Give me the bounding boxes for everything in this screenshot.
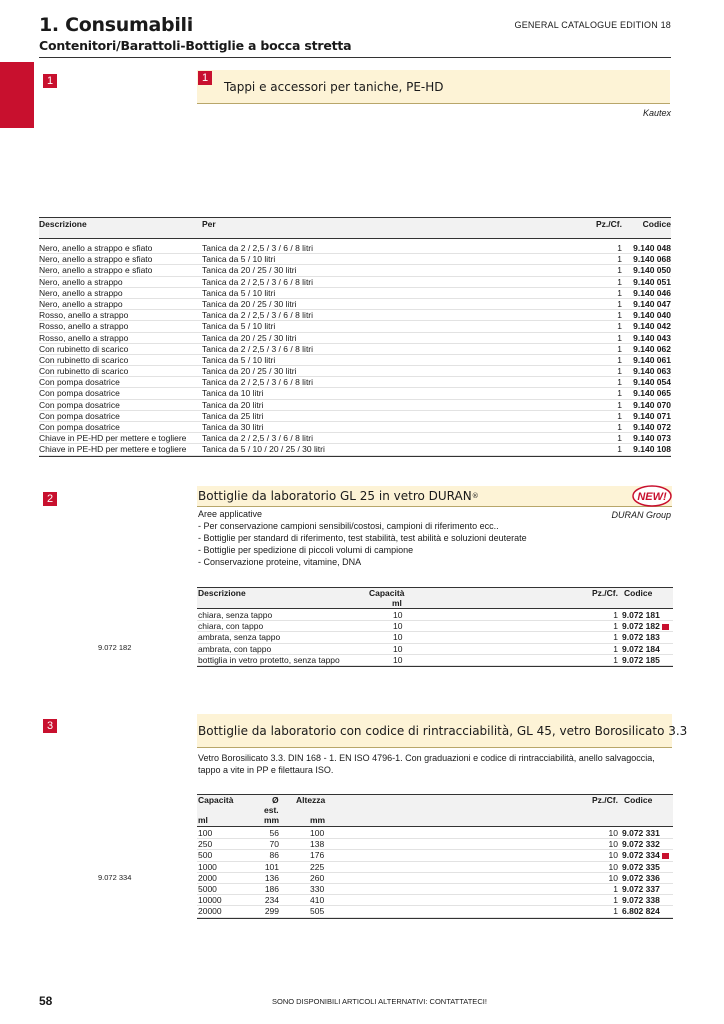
cell-pz-cf: 1 bbox=[617, 321, 622, 332]
table-end-rule bbox=[197, 666, 673, 667]
table-row bbox=[197, 873, 673, 884]
cell-pz-cf: 10 bbox=[608, 839, 618, 850]
cell-descrizione: chiara, senza tappo bbox=[198, 610, 273, 620]
col-descrizione: Descrizione bbox=[198, 588, 246, 598]
table-row bbox=[39, 333, 671, 344]
codice-text: 9.072 338 bbox=[622, 895, 660, 906]
cell-pz-cf: 1 bbox=[617, 298, 622, 309]
cell-codice: 9.140 073 bbox=[633, 433, 671, 444]
table-row bbox=[39, 444, 671, 455]
cell-capacita: 10 bbox=[393, 654, 403, 665]
cell-codice: 9.140 063 bbox=[633, 366, 671, 377]
table-row bbox=[197, 610, 673, 621]
cell-pz-cf: 1 bbox=[617, 433, 622, 444]
table-end-rule bbox=[39, 456, 671, 457]
table-row bbox=[39, 265, 671, 276]
cell-diameter: 86 bbox=[269, 850, 279, 861]
table-row bbox=[39, 277, 671, 288]
cell-pz-cf: 1 bbox=[617, 265, 622, 276]
table-row bbox=[197, 632, 673, 643]
new-badge-text: NEW! bbox=[637, 491, 667, 503]
cell-per: Tanica da 2 / 2,5 / 3 / 6 / 8 litri bbox=[202, 310, 314, 321]
cell-pz-cf: 10 bbox=[608, 872, 618, 883]
image-ref-marker bbox=[662, 624, 669, 630]
cell-diameter: 70 bbox=[269, 839, 279, 850]
cell-descrizione: Con pompa dosatrice bbox=[39, 422, 120, 432]
table-row bbox=[39, 299, 671, 310]
section-1-header bbox=[197, 70, 670, 104]
bullet-item: - Bottiglie per spedizione di piccoli volumi di campione bbox=[198, 545, 414, 555]
col-per: Per bbox=[202, 219, 216, 229]
codice-text: 9.072 183 bbox=[622, 632, 660, 643]
table-row bbox=[197, 906, 673, 917]
cell-per: Tanica da 20 / 25 / 30 litri bbox=[202, 265, 297, 276]
image-ref-marker bbox=[662, 853, 669, 859]
desc-line: Vetro Borosilicato 3.3. DIN 168 - 1. EN ISO 4796-1. Con graduazioni e codice di rintracciabilità, anello salvagoccia, bbox=[198, 753, 655, 763]
cell-descrizione: Con pompa dosatrice bbox=[39, 399, 120, 410]
section-3-image-ref: 9.072 334 bbox=[98, 873, 132, 882]
cell-codice: 9.140 068 bbox=[633, 254, 671, 265]
cell-codice: 9.140 047 bbox=[633, 298, 671, 309]
cell-altezza: 100 bbox=[310, 828, 325, 838]
table-body bbox=[39, 243, 671, 456]
cell-per: Tanica da 20 / 25 / 30 litri bbox=[202, 366, 297, 377]
codice-text: 9.072 337 bbox=[622, 883, 660, 894]
table-row bbox=[197, 839, 673, 850]
section-2-header bbox=[197, 486, 672, 507]
cell-pz-cf: 1 bbox=[617, 343, 622, 354]
cell-codice bbox=[622, 862, 660, 872]
cell-codice: 9.140 065 bbox=[633, 388, 671, 399]
header-rule bbox=[39, 57, 671, 58]
section-3-desc bbox=[198, 752, 655, 776]
cell-capacita: 10 bbox=[393, 632, 403, 643]
col-diameter: Ø bbox=[272, 795, 279, 805]
cell-codice bbox=[622, 621, 669, 631]
cell-pz-cf: 1 bbox=[617, 388, 622, 399]
cell-capacita: 100 bbox=[198, 828, 213, 838]
cell-descrizione: Con rubinetto di scarico bbox=[39, 343, 129, 354]
cell-descrizione: ambrata, senza tappo bbox=[198, 632, 281, 643]
page-number: 58 bbox=[39, 994, 53, 1008]
table-row bbox=[39, 388, 671, 399]
section-1-title: Tappi e accessori per taniche, PE-HD bbox=[224, 79, 444, 94]
codice-text: 9.072 335 bbox=[622, 861, 660, 872]
cell-altezza: 505 bbox=[310, 906, 325, 917]
cell-descrizione: Rosso, anello a strappo bbox=[39, 332, 129, 343]
table-body bbox=[197, 828, 673, 918]
table-row bbox=[197, 644, 673, 655]
table-row bbox=[39, 366, 671, 377]
codice-text: 9.072 182 bbox=[622, 621, 660, 632]
codice-text: 6.802 824 bbox=[622, 906, 660, 917]
cell-codice: 9.140 072 bbox=[633, 422, 671, 432]
table-row bbox=[39, 288, 671, 299]
cell-codice: 9.140 050 bbox=[633, 265, 671, 276]
cell-descrizione: Nero, anello a strappo bbox=[39, 276, 123, 287]
catalogue-edition: GENERAL CATALOGUE EDITION 18 bbox=[514, 20, 671, 30]
desc-line: tappo a vite in PP e filettaura ISO. bbox=[198, 765, 334, 775]
cell-altezza: 176 bbox=[310, 850, 325, 861]
section-1-table bbox=[39, 217, 671, 457]
cell-pz-cf: 1 bbox=[613, 895, 618, 906]
cell-codice: 9.140 046 bbox=[633, 287, 671, 298]
cell-pz-cf: 1 bbox=[613, 610, 618, 620]
table-row bbox=[197, 850, 673, 861]
cell-codice bbox=[622, 884, 660, 894]
cell-codice: 9.140 062 bbox=[633, 343, 671, 354]
cell-diameter: 299 bbox=[264, 906, 279, 917]
cell-descrizione: bottiglia in vetro protetto, senza tappo bbox=[198, 654, 340, 665]
cell-per: Tanica da 2 / 2,5 / 3 / 6 / 8 litri bbox=[202, 343, 314, 354]
section-1-number-left: 1 bbox=[43, 74, 57, 88]
cell-pz-cf: 1 bbox=[617, 422, 622, 432]
cell-per: Tanica da 5 / 10 litri bbox=[202, 321, 276, 332]
col-capacita: Capacità bbox=[369, 588, 405, 598]
cell-codice: 9.140 108 bbox=[633, 444, 671, 455]
cell-codice: 9.140 051 bbox=[633, 276, 671, 287]
cell-pz-cf: 1 bbox=[617, 254, 622, 265]
table-row bbox=[39, 344, 671, 355]
unit-mm-diameter: mm bbox=[264, 815, 280, 825]
chapter-tab bbox=[0, 62, 34, 128]
cell-pz-cf: 1 bbox=[617, 444, 622, 455]
section-2-number-left: 2 bbox=[43, 492, 57, 506]
table-row bbox=[39, 377, 671, 388]
table-row bbox=[197, 655, 673, 666]
table-row bbox=[197, 884, 673, 895]
cell-codice: 9.140 071 bbox=[633, 410, 671, 421]
cell-capacita: 500 bbox=[198, 850, 213, 861]
cell-descrizione: Con rubinetto di scarico bbox=[39, 366, 129, 377]
codice-text: 9.072 184 bbox=[622, 643, 660, 654]
table-row bbox=[39, 400, 671, 411]
cell-per: Tanica da 5 / 10 litri bbox=[202, 354, 276, 365]
cell-diameter: 234 bbox=[264, 895, 279, 906]
cell-pz-cf: 1 bbox=[617, 310, 622, 321]
unit-mm-height: mm bbox=[310, 815, 326, 825]
col-codice: Codice bbox=[624, 795, 653, 805]
cell-altezza: 225 bbox=[310, 861, 325, 872]
section-2-image-ref: 9.072 182 bbox=[98, 643, 132, 652]
cell-capacita: 250 bbox=[198, 839, 213, 850]
section-1-maker: Kautex bbox=[642, 108, 671, 118]
bullet-item: - Conservazione proteine, vitamine, DNA bbox=[198, 557, 362, 567]
table-body bbox=[197, 610, 673, 666]
cell-descrizione: Rosso, anello a strappo bbox=[39, 310, 129, 321]
section-3-title: Bottiglie da laboratorio con codice di rintracciabilità, GL 45, vetro Borosilicato 3.3 bbox=[198, 723, 688, 738]
cell-descrizione: Nero, anello a strappo bbox=[39, 287, 123, 298]
section-2-bullets bbox=[198, 520, 527, 568]
codice-text: 9.072 332 bbox=[622, 839, 660, 850]
cell-descrizione: Nero, anello a strappo bbox=[39, 298, 123, 309]
cell-descrizione: Nero, anello a strappo e sfiato bbox=[39, 265, 153, 276]
table-row bbox=[197, 895, 673, 906]
col-pz-cf: Pz./Cf. bbox=[592, 588, 618, 598]
col-pz-cf: Pz./Cf. bbox=[592, 795, 618, 805]
cell-per: Tanica da 20 litri bbox=[202, 399, 264, 410]
cell-capacita: 5000 bbox=[198, 883, 217, 894]
codice-text: 9.072 334 bbox=[622, 850, 660, 861]
cell-per: Tanica da 30 litri bbox=[202, 422, 264, 432]
page-title: 1. Consumabili bbox=[39, 14, 193, 36]
cell-pz-cf: 1 bbox=[613, 654, 618, 665]
col-capacita-unit: ml bbox=[392, 598, 402, 608]
col-codice: Codice bbox=[642, 219, 671, 229]
cell-altezza: 410 bbox=[310, 895, 325, 906]
cell-codice: 9.140 070 bbox=[633, 399, 671, 410]
cell-per: Tanica da 20 / 25 / 30 litri bbox=[202, 298, 297, 309]
cell-descrizione: Con pompa dosatrice bbox=[39, 377, 120, 388]
cell-codice bbox=[622, 895, 660, 905]
cell-per: Tanica da 2 / 2,5 / 3 / 6 / 8 litri bbox=[202, 377, 314, 388]
col-diameter-ext: est. bbox=[264, 805, 279, 815]
table-row bbox=[39, 254, 671, 265]
cell-codice bbox=[622, 828, 660, 838]
cell-codice bbox=[622, 632, 660, 642]
bullet-item: - Per conservazione campioni sensibili/costosi, campioni di riferimento ecc.. bbox=[198, 521, 499, 531]
cell-descrizione: ambrata, con tappo bbox=[198, 643, 272, 654]
cell-codice bbox=[622, 906, 660, 916]
registered-mark: ® bbox=[471, 492, 479, 500]
cell-per: Tanica da 2 / 2,5 / 3 / 6 / 8 litri bbox=[202, 433, 314, 444]
codice-text: 9.072 181 bbox=[622, 610, 660, 620]
cell-descrizione: Con pompa dosatrice bbox=[39, 388, 120, 399]
cell-capacita: 10 bbox=[393, 610, 403, 620]
cell-per: Tanica da 20 / 25 / 30 litri bbox=[202, 332, 297, 343]
new-badge bbox=[632, 485, 672, 507]
table-row bbox=[197, 828, 673, 839]
table-header bbox=[197, 794, 673, 827]
cell-capacita: 20000 bbox=[198, 906, 222, 917]
cell-descrizione: Con pompa dosatrice bbox=[39, 410, 120, 421]
table-row bbox=[197, 621, 673, 632]
cell-capacita: 10 bbox=[393, 621, 403, 632]
page-subtitle: Contenitori/Barattoli-Bottiglie a bocca stretta bbox=[39, 38, 352, 53]
cell-pz-cf: 1 bbox=[617, 366, 622, 377]
table-end-rule bbox=[197, 918, 673, 919]
cell-capacita: 10 bbox=[393, 643, 403, 654]
cell-codice: 9.140 061 bbox=[633, 354, 671, 365]
cell-codice bbox=[622, 655, 660, 665]
cell-codice bbox=[622, 644, 660, 654]
cell-pz-cf: 1 bbox=[617, 377, 622, 388]
section-3-header bbox=[197, 714, 688, 748]
cell-altezza: 330 bbox=[310, 883, 325, 894]
cell-diameter: 136 bbox=[264, 872, 279, 883]
cell-descrizione: Nero, anello a strappo e sfiato bbox=[39, 243, 153, 253]
cell-descrizione: Chiave in PE-HD per mettere e togliere bbox=[39, 433, 187, 444]
cell-pz-cf: 1 bbox=[617, 243, 622, 253]
cell-codice bbox=[622, 839, 660, 849]
cell-codice: 9.140 040 bbox=[633, 310, 671, 321]
cell-pz-cf: 10 bbox=[608, 861, 618, 872]
cell-pz-cf: 1 bbox=[613, 883, 618, 894]
cell-codice bbox=[622, 610, 660, 620]
cell-pz-cf: 10 bbox=[608, 850, 618, 861]
footer-note: SONO DISPONIBILI ARTICOLI ALTERNATIVI: CONTATTATECI! bbox=[272, 997, 487, 1006]
cell-pz-cf: 1 bbox=[613, 621, 618, 632]
col-capacita: Capacità bbox=[198, 795, 234, 805]
col-altezza: Altezza bbox=[296, 795, 326, 805]
cell-capacita: 10000 bbox=[198, 895, 222, 906]
cell-pz-cf: 1 bbox=[617, 399, 622, 410]
cell-pz-cf: 1 bbox=[617, 332, 622, 343]
table-row bbox=[39, 433, 671, 444]
codice-text: 9.072 185 bbox=[622, 654, 660, 665]
section-2-title: Bottiglie da laboratorio GL 25 in vetro DURAN bbox=[198, 489, 472, 503]
table-row bbox=[197, 862, 673, 873]
cell-altezza: 138 bbox=[310, 839, 325, 850]
table-header bbox=[197, 587, 673, 609]
cell-per: Tanica da 5 / 10 litri bbox=[202, 254, 276, 265]
table-row bbox=[39, 243, 671, 254]
cell-codice bbox=[622, 850, 669, 860]
cell-pz-cf: 1 bbox=[613, 906, 618, 917]
cell-pz-cf: 10 bbox=[608, 828, 618, 838]
cell-per: Tanica da 10 litri bbox=[202, 388, 264, 399]
cell-diameter: 56 bbox=[269, 828, 279, 838]
table-header bbox=[39, 217, 671, 239]
table-row bbox=[39, 411, 671, 422]
cell-per: Tanica da 25 litri bbox=[202, 410, 264, 421]
cell-descrizione: Chiave in PE-HD per mettere e togliere bbox=[39, 444, 187, 455]
cell-codice bbox=[622, 873, 660, 883]
cell-codice: 9.140 048 bbox=[633, 243, 671, 253]
cell-capacita: 1000 bbox=[198, 861, 217, 872]
table-row bbox=[39, 355, 671, 366]
cell-pz-cf: 1 bbox=[613, 643, 618, 654]
section-3-number-left: 3 bbox=[43, 719, 57, 733]
cell-pz-cf: 1 bbox=[617, 276, 622, 287]
cell-codice: 9.140 042 bbox=[633, 321, 671, 332]
cell-codice: 9.140 043 bbox=[633, 332, 671, 343]
cell-descrizione: Rosso, anello a strappo bbox=[39, 321, 129, 332]
cell-pz-cf: 1 bbox=[617, 287, 622, 298]
col-descrizione: Descrizione bbox=[39, 219, 87, 229]
cell-capacita: 2000 bbox=[198, 872, 217, 883]
cell-per: Tanica da 5 / 10 / 20 / 25 / 30 litri bbox=[202, 444, 325, 455]
cell-descrizione: Con rubinetto di scarico bbox=[39, 354, 129, 365]
cell-pz-cf: 1 bbox=[617, 410, 622, 421]
cell-descrizione: Nero, anello a strappo e sfiato bbox=[39, 254, 153, 265]
section-2-intro: Aree applicative bbox=[198, 509, 263, 519]
unit-ml: ml bbox=[198, 815, 208, 825]
section-3-table bbox=[197, 794, 673, 919]
cell-codice: 9.140 054 bbox=[633, 377, 671, 388]
section-2-table bbox=[197, 587, 673, 667]
cell-per: Tanica da 2 / 2,5 / 3 / 6 / 8 litri bbox=[202, 243, 314, 253]
section-2-maker: DURAN Group bbox=[611, 510, 671, 520]
table-row bbox=[39, 321, 671, 332]
bullet-item: - Bottiglie per standard di riferimento, test stabilità, test abilità e soluzioni deuterate bbox=[198, 533, 527, 543]
cell-altezza: 260 bbox=[310, 872, 325, 883]
table-row bbox=[39, 310, 671, 321]
cell-pz-cf: 1 bbox=[617, 354, 622, 365]
codice-text: 9.072 331 bbox=[622, 828, 660, 838]
section-1-number: 1 bbox=[198, 71, 212, 85]
cell-pz-cf: 1 bbox=[613, 632, 618, 643]
codice-text: 9.072 336 bbox=[622, 872, 660, 883]
cell-per: Tanica da 5 / 10 litri bbox=[202, 287, 276, 298]
col-pz-cf: Pz./Cf. bbox=[596, 219, 622, 229]
cell-diameter: 101 bbox=[264, 861, 279, 872]
cell-descrizione: chiara, con tappo bbox=[198, 621, 264, 632]
table-row bbox=[39, 422, 671, 433]
col-codice: Codice bbox=[624, 588, 653, 598]
cell-per: Tanica da 2 / 2,5 / 3 / 6 / 8 litri bbox=[202, 276, 314, 287]
cell-diameter: 186 bbox=[264, 883, 279, 894]
